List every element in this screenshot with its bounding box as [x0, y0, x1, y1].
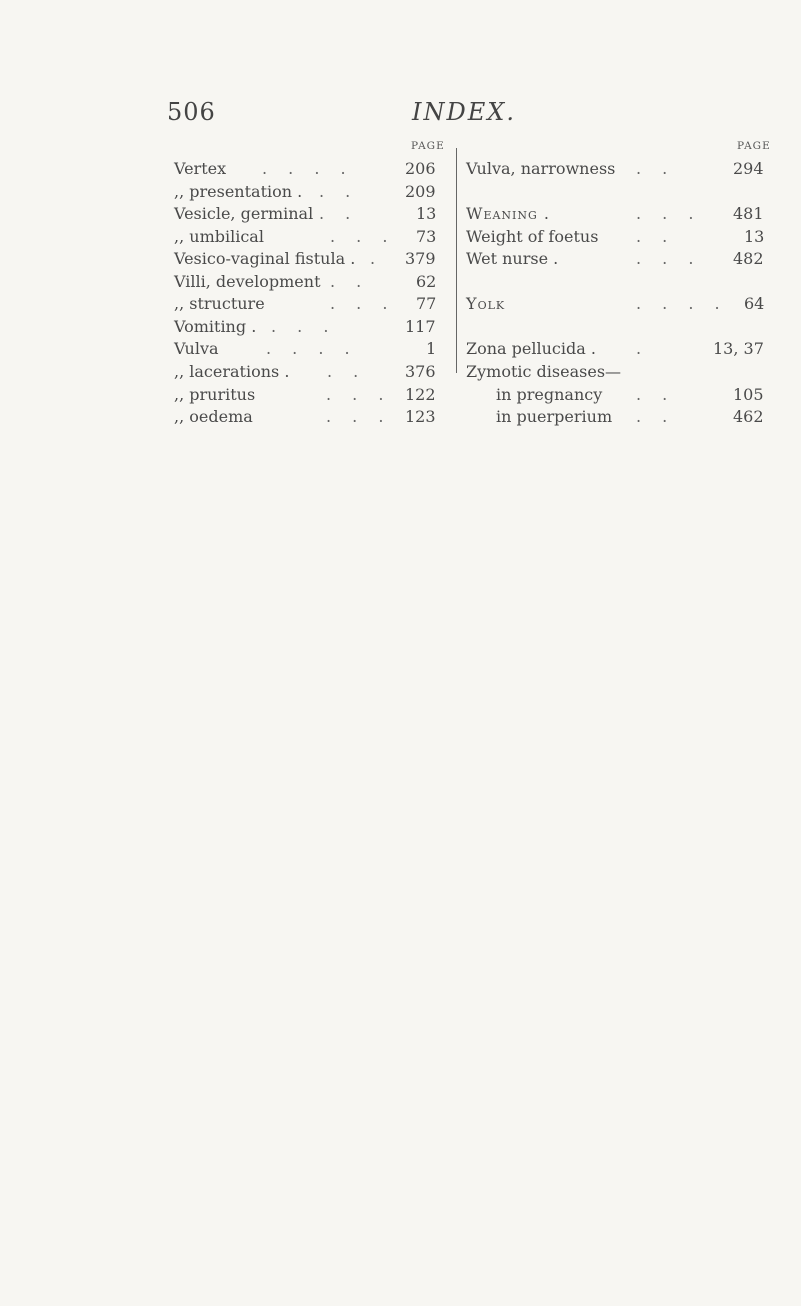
leader-dots: . .: [319, 182, 359, 201]
leader-dots: . . . .: [636, 294, 728, 313]
page-reference: 117: [405, 317, 436, 336]
leader-dots: . . .: [636, 249, 702, 268]
index-term: in puerperium: [496, 407, 613, 426]
index-entry: [174, 271, 454, 293]
leader-dots: . .: [319, 204, 359, 223]
page-reference: 1: [426, 339, 437, 358]
leader-dots: . .: [636, 227, 676, 246]
index-term: Yolk: [466, 294, 506, 313]
index-entry: [174, 181, 454, 203]
leader-dots: . .: [636, 385, 676, 404]
index-term: Villi, development: [174, 272, 321, 291]
index-entry: [466, 406, 768, 428]
page-reference: 62: [416, 272, 437, 291]
page-header: [0, 98, 801, 134]
index-term: Zona pellucida .: [466, 339, 596, 358]
index-entry: [174, 158, 454, 180]
leader-dots: . . .: [330, 227, 396, 246]
index-entry: [466, 158, 768, 180]
index-term: ,, umbilical: [174, 227, 264, 246]
index-term: Vertex: [174, 159, 227, 178]
index-term: Vulva, narrowness: [466, 159, 616, 178]
page-reference: 481: [733, 204, 764, 223]
index-entry: [466, 226, 768, 248]
page-reference: 294: [733, 159, 764, 178]
index-entry: [174, 203, 454, 225]
index-term: ,, pruritus: [174, 385, 256, 404]
index-term: ,, lacerations .: [174, 362, 290, 381]
leader-dots: .: [636, 339, 650, 358]
page-reference: 77: [416, 294, 437, 313]
leader-dots: . . .: [330, 294, 396, 313]
leader-dots: . .: [636, 407, 676, 426]
index-term: ,, oedema: [174, 407, 253, 426]
index-entry: [466, 361, 768, 383]
leader-dots: . . . .: [262, 159, 354, 178]
index-entry: [174, 406, 454, 428]
index-entry: [466, 293, 768, 315]
index-entry: [174, 226, 454, 248]
index-term: Wet nurse .: [466, 249, 559, 268]
page-reference: 379: [405, 249, 436, 268]
index-entry: [466, 338, 768, 360]
page-reference: 122: [405, 385, 436, 404]
page-column-heading: PAGE: [411, 140, 445, 152]
page-number: 506: [167, 98, 216, 126]
index-term: Vesico-vaginal fistula .: [174, 249, 356, 268]
leader-dots: . . .: [636, 204, 702, 223]
index-entry: [466, 248, 768, 270]
index-entry: [466, 203, 768, 225]
index-term: Zymotic diseases—: [466, 362, 622, 381]
leader-dots: . .: [636, 159, 676, 178]
index-entry: [174, 384, 454, 406]
index-entry: [174, 248, 454, 270]
index-entry: [466, 384, 768, 406]
page-reference: 482: [733, 249, 764, 268]
page-reference: 73: [416, 227, 437, 246]
leader-dots: . . .: [326, 385, 392, 404]
leader-dots: . .: [330, 272, 370, 291]
index-entry: [174, 293, 454, 315]
index-term: Vomiting .: [174, 317, 257, 336]
index-term: ,, structure: [174, 294, 265, 313]
page-reference: 209: [405, 182, 436, 201]
index-term: Vesicle, germinal: [174, 204, 314, 223]
leader-dots: . .: [327, 362, 367, 381]
index-term: Weight of foetus: [466, 227, 599, 246]
page-reference: 13: [744, 227, 765, 246]
index-term: in pregnancy: [496, 385, 603, 404]
leader-dots: . . .: [326, 407, 392, 426]
running-title: INDEX.: [412, 98, 516, 126]
page-reference: 376: [405, 362, 436, 381]
leader-dots: . . .: [271, 317, 337, 336]
column-divider: [456, 148, 457, 373]
index-entry: [174, 361, 454, 383]
index-term: ,, presentation .: [174, 182, 303, 201]
page-reference: 123: [405, 407, 436, 426]
page-reference: 206: [405, 159, 436, 178]
page-column-heading: PAGE: [737, 140, 771, 152]
page-reference: 462: [733, 407, 764, 426]
leader-dots: . . . .: [266, 339, 358, 358]
index-entry: [174, 338, 454, 360]
index-term: Vulva: [174, 339, 219, 358]
leader-dots: .: [370, 249, 384, 268]
index-term: Weaning .: [466, 204, 550, 223]
index-entry: [174, 316, 454, 338]
page-reference: 105: [733, 385, 764, 404]
page-reference: 13: [416, 204, 437, 223]
page-reference: 13, 37: [713, 339, 764, 358]
page-reference: 64: [744, 294, 765, 313]
